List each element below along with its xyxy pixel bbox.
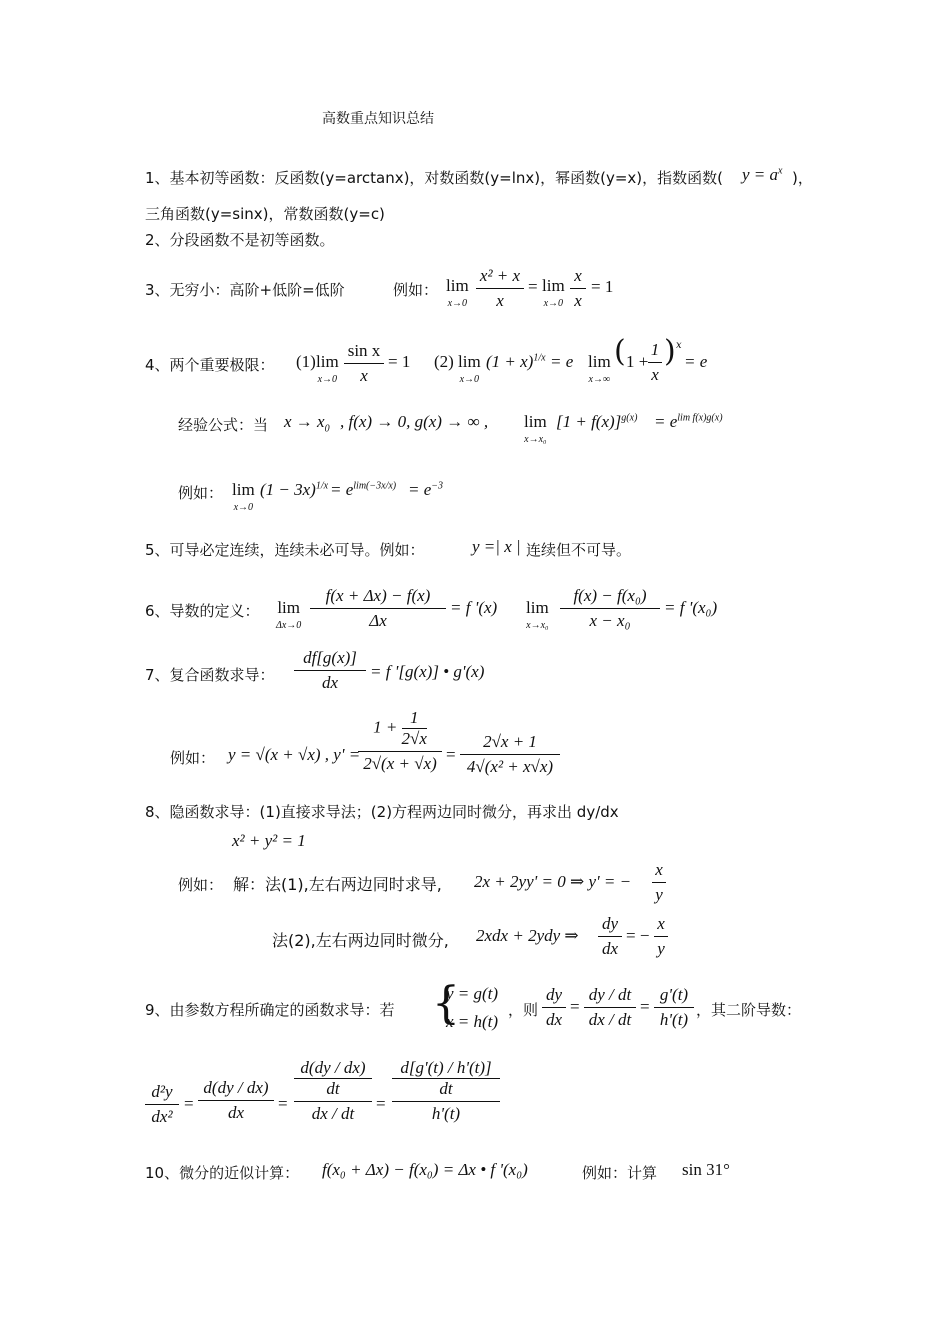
item-4-eq-e: = e	[550, 352, 574, 371]
item-4-one-plus-x	[486, 352, 546, 372]
item-9-d5	[392, 1058, 500, 1124]
item-4-p1: (1)	[296, 352, 316, 371]
frac-den: 2√(x + √x)	[363, 754, 437, 773]
frac-num: d(dy / dx)	[203, 1078, 269, 1097]
exp-cond2: , f(x) → 0, g(x) → ∞ ,	[340, 412, 489, 431]
item-9-f2	[584, 985, 636, 1030]
item-8-example-label: 例如：	[178, 876, 224, 894]
item-4-lim-2	[458, 352, 481, 385]
item-7-eg-lhs: y = √(x + √x) , y' =	[228, 745, 361, 764]
lim-word: lim	[277, 598, 300, 617]
base: = e	[654, 412, 678, 431]
inner-frac	[402, 708, 427, 749]
lim-under: x→x₀	[524, 434, 547, 445]
item-8-sol2: 法(2),左右两边同时微分,	[272, 931, 449, 950]
item-10-label: 10、微分的近似计算：	[145, 1164, 300, 1182]
item-4-eq-e2: = e	[684, 352, 708, 371]
lim-word: lim	[458, 352, 481, 371]
eg-body	[260, 480, 328, 500]
item-7-frac	[294, 648, 366, 693]
frac-den: x − x₀	[589, 611, 631, 630]
d5-num-num: d[g'(t) / h'(t)]	[400, 1058, 492, 1077]
item-8-sol1-math: 2x + 2yy' = 0 ⇒ y' = −	[474, 872, 632, 891]
item-9-then: ，则	[508, 1001, 539, 1019]
item-9-d2	[145, 1082, 179, 1127]
item-7-eg-eq: =	[446, 745, 456, 764]
frac-bar	[598, 936, 622, 937]
frac-den: dx / dt	[588, 1010, 632, 1029]
item-10-eg: 例如：计算	[582, 1164, 658, 1182]
eg-eq2	[408, 480, 443, 500]
base: (1 + x)	[486, 352, 534, 371]
frac-num: df[g(x)]	[303, 648, 357, 667]
frac-den: x	[496, 291, 504, 310]
frac-den: x	[651, 365, 659, 384]
frac-bar	[648, 362, 662, 363]
item-8-label: 8、隐函数求导：(1)直接求导法；(2)方程两边同时微分，再求出 dy/dx	[145, 803, 619, 821]
d4-num-num: d(dy / dx)	[300, 1058, 366, 1077]
frac-bar	[570, 288, 586, 289]
frac-bar	[560, 608, 660, 609]
item-8-sol2-frac	[598, 914, 622, 959]
frac-den: dx	[321, 673, 339, 692]
item-9-tail: ，其二阶导数：	[696, 1001, 802, 1019]
frac-num: x² + x	[479, 266, 521, 285]
frac-den: dx	[545, 1010, 563, 1029]
base: = e	[330, 480, 354, 499]
frac-den: dx / dt	[311, 1104, 355, 1123]
lim-under: x→0	[447, 298, 468, 309]
d5-num-den: dt	[392, 1078, 500, 1099]
inner-den: 2√x	[401, 729, 427, 748]
frac-bar	[652, 882, 666, 883]
item-1-end: )，	[792, 169, 813, 187]
item-4-sin-frac	[344, 341, 384, 386]
lim-under: Δx→0	[276, 620, 302, 631]
item-9-eq-2: =	[640, 997, 650, 1016]
item-3-frac-2	[570, 266, 586, 311]
frac-num: g'(t)	[659, 985, 689, 1004]
item-6-eq-1: = f '(x)	[450, 598, 498, 617]
item-9-label: 9、由参数方程所确定的函数求导：若	[145, 1001, 395, 1019]
eg-eq	[330, 480, 396, 500]
frac-den: dx	[601, 939, 619, 958]
frac-bar	[198, 1100, 274, 1101]
item-9-eq-3: =	[184, 1094, 194, 1113]
lim-under: x→0	[459, 374, 480, 385]
item-8-sol2-eq: = −	[626, 926, 650, 945]
item-4-one-plus: 1 +	[626, 352, 649, 371]
lim-word: lim	[542, 276, 565, 295]
frac-den: x	[574, 291, 582, 310]
exp-lim	[524, 412, 547, 445]
lim-under: x→0	[543, 298, 564, 309]
frac-den: y	[655, 885, 663, 904]
base: (1 − 3x)	[260, 480, 316, 499]
frac-bar	[294, 670, 366, 671]
lim-under: x→0	[317, 374, 338, 385]
d5-num	[392, 1058, 500, 1099]
item-4-lim-3	[588, 352, 611, 385]
frac-bar	[392, 1101, 500, 1102]
item-8-sol2-math: 2xdx + 2ydy ⇒	[476, 926, 579, 945]
lim-under: x→0	[233, 502, 254, 513]
frac-bar	[344, 363, 384, 364]
frac-den: h'(t)	[431, 1104, 461, 1123]
item-10-formula: f(x₀ + Δx) − f(x₀) = Δx • f '(x₀)	[322, 1160, 528, 1179]
item-4-frac-1x	[648, 340, 662, 385]
frac-bar	[460, 754, 560, 755]
lim-under: x→∞	[588, 374, 611, 385]
item-9-d4	[294, 1058, 372, 1124]
item-8-sol2-frac2	[654, 914, 668, 959]
item-8-sol1-frac	[652, 860, 666, 905]
frac-bar	[476, 288, 524, 289]
item-9-eq-5: =	[376, 1094, 386, 1113]
lim-word: lim	[446, 276, 469, 295]
page-title: 高数重点知识总结	[322, 111, 434, 127]
exp: g(x)	[621, 412, 638, 424]
item-5-end: 连续但不可导。	[526, 541, 632, 559]
frac-num: dy / dt	[588, 985, 632, 1004]
lim-word: lim	[588, 352, 611, 371]
item-1-line2: 三角函数(y=sinx)，常数函数(y=c)	[145, 205, 385, 223]
item-2-label: 2、分段函数不是初等函数。	[145, 231, 335, 249]
lim-under: x→x₀	[526, 620, 549, 631]
lim-word: lim	[316, 352, 339, 371]
item-1-formula-exp: x	[778, 165, 783, 177]
frac-den: y	[657, 939, 665, 958]
lim-word: lim	[232, 480, 255, 499]
exp: lim(−3x/x)	[353, 480, 397, 492]
exp: 1/x	[533, 352, 546, 364]
frac-num: f(x + Δx) − f(x)	[325, 586, 431, 605]
item-7-example-label: 例如：	[170, 749, 216, 767]
frac-num: x	[574, 266, 582, 285]
inner-num: 1	[409, 708, 419, 727]
item-5-label: 5、可导必定连续，连续未必可导。例如：	[145, 541, 425, 559]
item-7-eg-rfrac	[460, 732, 560, 777]
item-6-lim-1	[276, 598, 301, 631]
base: [1 + f(x)]	[556, 412, 622, 431]
frac-den: dx	[227, 1103, 245, 1122]
exp: lim f(x)g(x)	[677, 412, 723, 424]
item-3-lim-2	[542, 276, 565, 309]
item-7-eg-frac	[358, 708, 442, 774]
item-4-lim-1	[316, 352, 339, 385]
lim-word: lim	[526, 598, 549, 617]
item-3-frac-1	[476, 266, 524, 311]
item-1-formula-base: y = a	[742, 165, 779, 184]
exp-body	[556, 412, 637, 432]
item-9-eq-1: =	[570, 997, 580, 1016]
item-9-eq-4: =	[278, 1094, 288, 1113]
exp: −3	[431, 480, 444, 492]
item-8-eq: x² + y² = 1	[232, 831, 306, 850]
frac-bar	[584, 1007, 636, 1008]
frac-num: 1	[650, 340, 660, 359]
frac-den: x	[360, 366, 368, 385]
item-7-label: 7、复合函数求导：	[145, 666, 275, 684]
item-3-eq-1: =	[528, 277, 538, 296]
frac-num: x	[655, 860, 663, 879]
frac-den: dx²	[151, 1107, 173, 1126]
item-4-eq-1: = 1	[388, 352, 411, 371]
item-6-frac-1	[310, 586, 446, 631]
item-9-sys2: x = h(t)	[446, 1012, 499, 1031]
frac-num: x	[657, 914, 665, 933]
frac-bar	[294, 1101, 372, 1102]
item-8-sol1: 解：法(1),左右两边同时求导,	[233, 875, 442, 894]
item-9-sys1: y = g(t)	[446, 984, 499, 1003]
exp-cond-sub: 0	[324, 423, 330, 435]
item-7-rhs: = f '[g(x)] • g'(x)	[370, 662, 485, 681]
item-10-calc: sin 31°	[682, 1160, 730, 1179]
item-3-label: 3、无穷小：高阶+低阶=低阶	[145, 281, 345, 299]
frac-bar	[310, 608, 446, 609]
item-9-f1	[542, 985, 566, 1030]
frac-bar	[654, 1007, 694, 1008]
limit-example-label: 例如：	[178, 484, 224, 502]
frac-num: d²y	[151, 1082, 173, 1101]
item-4-label: 4、两个重要极限：	[145, 356, 275, 374]
item-4-exp-x: x	[676, 340, 682, 351]
frac-num: f(x) − f(x₀)	[573, 586, 647, 605]
base: = e	[408, 480, 432, 499]
frac-bar	[542, 1007, 566, 1008]
frac-num: dy	[601, 914, 619, 933]
frac-den: h'(t)	[659, 1010, 689, 1029]
exp: 1/x	[315, 480, 329, 492]
item-5-formula: y =| x |	[472, 537, 521, 556]
frac-num: dy	[545, 985, 563, 1004]
item-6-lim-2	[526, 598, 549, 631]
item-6-eq-2: = f '(x₀)	[664, 598, 718, 617]
item-9-d3	[198, 1078, 274, 1123]
d4-num-den: dt	[294, 1078, 372, 1099]
item-3-eq-2: = 1	[591, 277, 614, 296]
frac-bar	[654, 936, 668, 937]
eg-lim	[232, 480, 255, 513]
item-6-frac-2	[560, 586, 660, 631]
frac-num: sin x	[347, 341, 381, 360]
d4-num	[294, 1058, 372, 1099]
frac-num: 2√x + 1	[483, 732, 537, 751]
item-9-brace: {	[432, 978, 460, 1029]
item-4-p2: (2)	[434, 352, 454, 371]
item-1-formula	[742, 165, 782, 185]
item-3-example: 例如：	[393, 281, 439, 299]
paren-left: (	[614, 334, 626, 369]
frac-den: Δx	[369, 611, 387, 630]
item-7-eg-frac-num	[358, 708, 442, 749]
exp-cond	[284, 412, 330, 434]
frac-den: 4√(x² + x√x)	[466, 757, 554, 776]
exp-formula-label: 经验公式：当	[178, 416, 269, 434]
num-one: 1 +	[373, 717, 398, 737]
lim-word: lim	[524, 412, 547, 431]
item-1-label: 1、基本初等函数：反函数(y=arctanx)，对数函数(y=lnx)，幂函数(y=x)，指数函数(	[145, 169, 724, 187]
item-3-lim-1	[446, 276, 469, 309]
item-9-f3	[654, 985, 694, 1030]
exp-cond-base: x → x	[284, 412, 325, 431]
frac-bar	[145, 1104, 179, 1105]
frac-bar	[358, 751, 442, 752]
paren-right: )	[664, 334, 676, 369]
item-6-label: 6、导数的定义：	[145, 602, 260, 620]
exp-eq	[654, 412, 723, 432]
